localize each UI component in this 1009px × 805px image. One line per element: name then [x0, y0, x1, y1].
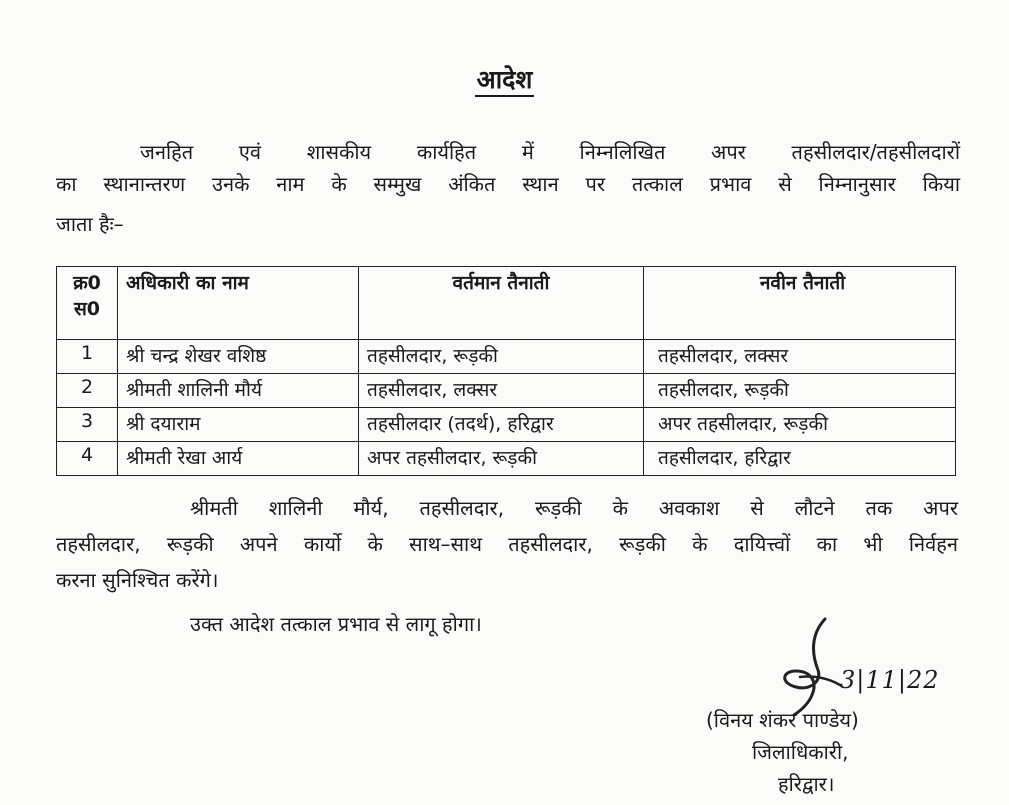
header-new-posting: नवीन तैनाती [644, 267, 956, 340]
row-officer-name: श्रीमती रेखा आर्य [118, 442, 359, 476]
row-serial: 4 [57, 442, 118, 476]
table-row [57, 374, 956, 408]
note-line-1: श्रीमती शालिनी मौर्य, तहसीलदार, रूड़की के अवकाश से लौटने तक अपर [190, 496, 958, 520]
note-line-3: करना सुनिश्चित करेंगे। [56, 568, 219, 592]
row-serial: 1 [57, 340, 118, 374]
intro-line-1: जनहित एवं शासकीय कार्यहित में निम्नलिखित अपर तहसीलदार/तहसीलदारों [140, 140, 960, 164]
header-current-posting: वर्तमान तैनाती [359, 267, 644, 340]
signatory-designation: जिलाधिकारी, [752, 740, 849, 764]
header-serial: क्र0 स0 [57, 267, 118, 340]
row-officer-name: श्री चन्द्र शेखर वशिष्ठ [118, 340, 359, 374]
intro-line-2: का स्थानान्तरण उनके नाम के सम्मुख अंकित स्थान पर तत्काल प्रभाव से निम्नानुसार किया [56, 172, 960, 196]
table-header-row [57, 267, 956, 340]
row-current-posting: अपर तहसीलदार, रूड़की [359, 442, 644, 476]
row-new-posting: तहसीलदार, लक्सर [644, 340, 956, 374]
signatory-location: हरिद्वार। [778, 772, 835, 796]
header-officer-name: अधिकारी का नाम [118, 267, 359, 340]
transfer-table [56, 266, 956, 476]
note-line-2: तहसीलदार, रूड़की अपने कार्यो के साथ–साथ तहसीलदार, रूड़की के दायित्त्वों का भी निर्वहन [56, 532, 958, 556]
row-serial: 2 [57, 374, 118, 408]
signatory-name: (विनय शंकर पाण्डेय) [706, 708, 859, 732]
row-new-posting: तहसीलदार, रूड़की [644, 374, 956, 408]
row-current-posting: तहसीलदार, लक्सर [359, 374, 644, 408]
row-officer-name: श्री दयाराम [118, 408, 359, 442]
order-title: आदेश [0, 62, 1009, 96]
row-new-posting: तहसीलदार, हरिद्वार [644, 442, 956, 476]
intro-line-3: जाता हैः– [56, 212, 124, 236]
signature-date: 3|11|22 [840, 666, 940, 694]
row-current-posting: तहसीलदार, रूड़की [359, 340, 644, 374]
row-new-posting: अपर तहसीलदार, रूड़की [644, 408, 956, 442]
row-current-posting: तहसीलदार (तदर्थ), हरिद्वार [359, 408, 644, 442]
effect-line: उक्त आदेश तत्काल प्रभाव से लागू होगा। [190, 612, 482, 636]
row-officer-name: श्रीमती शालिनी मौर्य [118, 374, 359, 408]
table-row [57, 340, 956, 374]
row-serial: 3 [57, 408, 118, 442]
table-row [57, 408, 956, 442]
table-row [57, 442, 956, 476]
